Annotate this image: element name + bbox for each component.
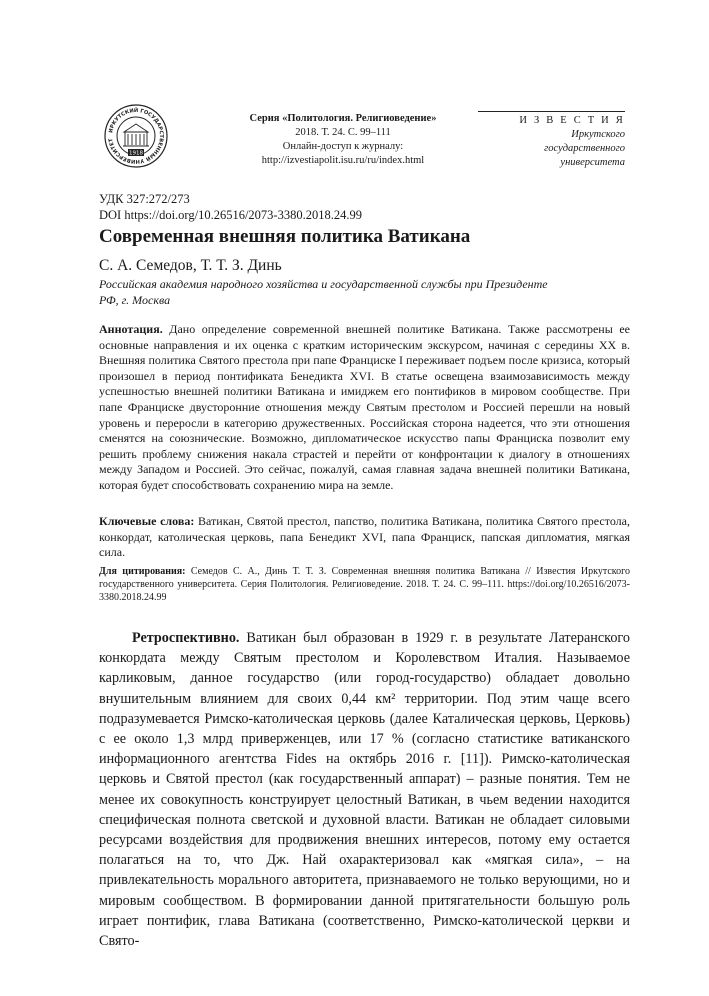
svg-text:1918: 1918 [129,150,143,157]
citation [99,565,630,604]
abstract [99,322,630,494]
citation-text: Семедов С. А., Динь Т. Т. З. Современная внешняя политика Ватикана // Известия Иркутского государственного университета. Серия Политология. Религиоведение. 2018. Т. 24. С. 99–111. https://doi.org/10.26516/2073-3380.2018.24.99 [99,566,630,603]
body-lead: Ретроспективно. [132,630,240,646]
doi-link[interactable]: DOI https://doi.org/10.26516/2073-3380.2018.24.99 [99,208,362,222]
journal-title-line1: Иркутского [571,129,625,140]
journal-title-block [478,111,625,170]
journal-title-line3: университета [560,157,625,168]
journal-series-block [230,112,456,168]
keywords [99,514,630,561]
affiliation: Российская академия народного хозяйства и государственной службы при Президенте РФ, г. Москва [99,277,548,307]
keywords-text: Ватикан, Святой престол, папство, политика Ватикана, политика Святого престола, конкордат, католическая церковь, папа Бенедикт XVI, папа Франциск, папская дипломатия, мягкая сила. [99,514,630,560]
article-title: Современная внешняя политика Ватикана [99,226,471,247]
citation-label: Для цитирования: [99,566,186,577]
issue-info: 2018. Т. 24. С. 99–111 [295,127,391,138]
udk-doi-block [99,191,362,223]
abstract-label: Аннотация. [99,322,163,336]
abstract-text: Дано определение современной внешней политике Ватикана. Также рассмотрены ее основные направления и их оценка с кратким историческим экскурсом, начиная с середины XX в. Внешняя политика Святого престола при папе Франциске I переживает подъем после кризиса, который произошел в период понтификата Бенедикта XVI. В статье освещена взаимозависимость между успешностью внешней политики Ватикана и имиджем его понтификов в мировом сообществе. При папе Франциске двусторонние отношения между Святым престолом и Россией перешли на новый уровень и переросли в категорию дружественных. Российская сторона надеется, что эти отношения сменятся на союзнические. Возможно, дипломатическое искусство папы Франциска позволит ему решить проблему снижения накала страстей и перейти от конфронтации к диалогу в отношениях между Западом и Россией. Это сейчас, пожалуй, самая главная задача внешней политики Ватикана, которая будет способствовать сохранению мира на земле. [99,322,630,492]
keywords-label: Ключевые слова: [99,514,195,528]
body-text: Ватикан был образован в 1929 г. в результате Латеранского конкордата между Святым престолом и Королевством Италия. Называемое карликовым, данное государство (или город-государство) обладает довольно внушительным влиянием для своих 0,44 км² территории. Под этим чаще всего подразумевается Римско-католическая церковь (далее Каталическая церковь, Церковь) с ее около 1,3 млрд приверженцев, или 17 % (согласно статистике ватиканского информационного агентства Fides на октябрь 2016 г. [11]). Римско-католическая церковь и Святой престол (как государственный аппарат) – разные понятия. Тем не менее их совокупность конструирует целостный Ватикан, в чьем ведении находится специфическая полнота светской и духовной власти. Ватикан не обладает силовыми ресурсами воздействия для продвижения внешних интересов, потому ему остается полагаться на то, что Дж. Най охарактеризовал как «мягкая сила», – на привлекательность морального авторитета, признаваемого не только верующими, но и мировым сообществом. В формировании данной притягательности большую роль играет понтифик, глава Ватикана (соответственно, Римско-католической церкви и Свято- [99,630,630,950]
svg-text:ИРКУТСКИЙ ГОСУДАРСТВЕННЫЙ УНИВ: ИРКУТСКИЙ ГОСУДАРСТВЕННЫЙ УНИВЕРСИТЕТ [108,107,165,165]
authors: С. А. Семедов, Т. Т. З. Динь [99,257,282,274]
journal-title: И З В Е С Т И Я [519,115,625,126]
body-paragraph [99,628,630,951]
journal-title-line2: государственного [544,143,625,154]
series-name: Серия «Политология. Религиоведение» [249,113,437,124]
online-access-label: Онлайн-доступ к журналу: [282,141,404,152]
udk-code: УДК 327:272/273 [99,192,190,206]
journal-url-link[interactable]: http://izvestiapolit.isu.ru/ru/index.html [261,155,425,166]
university-seal-logo [104,104,168,168]
